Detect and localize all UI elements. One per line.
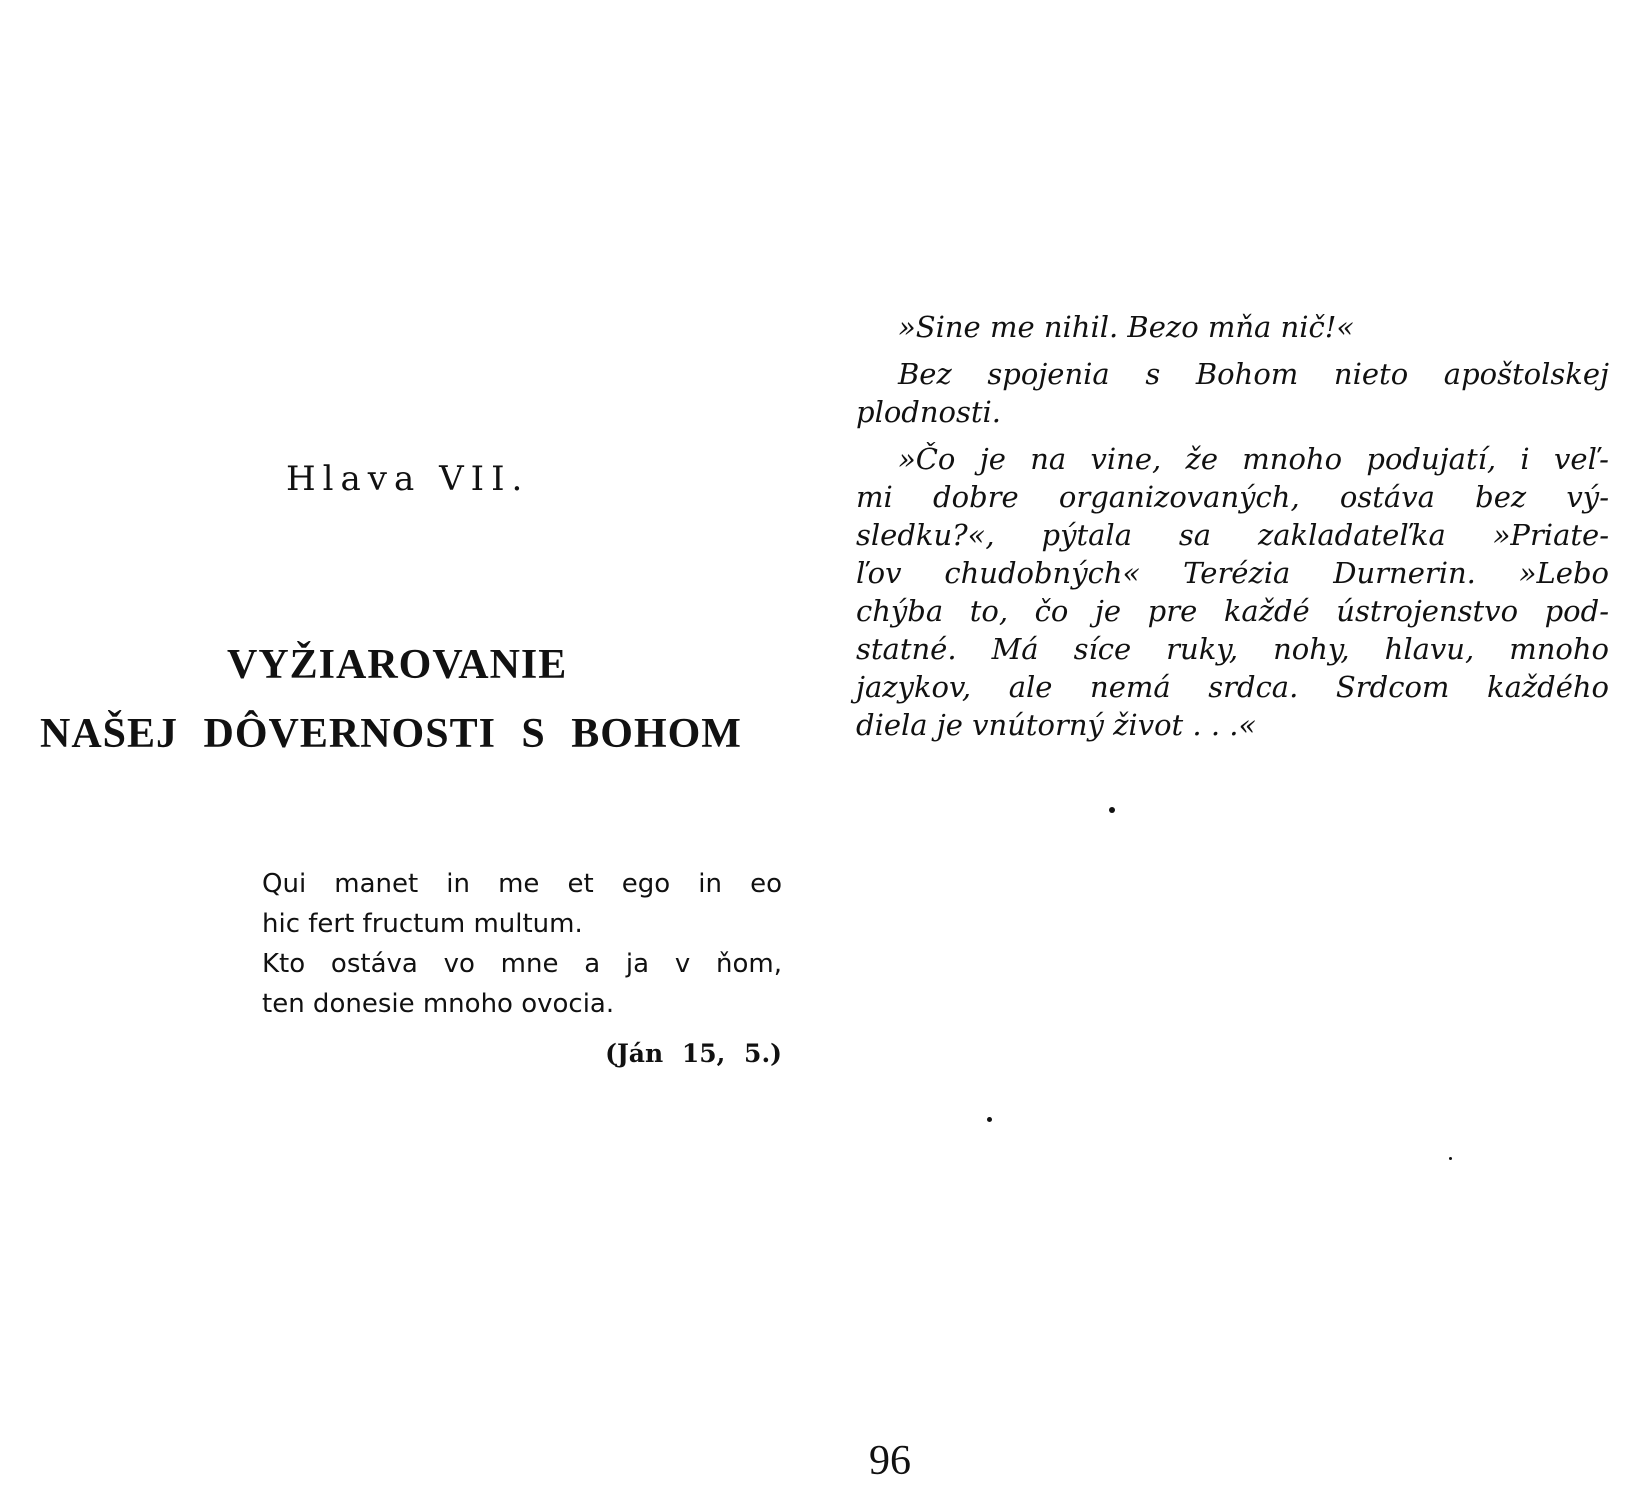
- paragraph-1: [856, 308, 1609, 346]
- epigraph-reference: (Ján 15, 5.): [605, 1039, 782, 1068]
- page-number: 96: [869, 1438, 911, 1484]
- epigraph-line: Kto ostáva vo mne a ja v ňom,: [262, 949, 782, 979]
- scan-speck: [987, 1117, 992, 1122]
- text-line: »Sine me nihil. Bezo mňa nič!«: [898, 310, 1355, 344]
- scan-speck: [1109, 807, 1115, 813]
- body-text: [856, 308, 1609, 753]
- text-line: statné. Má síce ruky, nohy, hlavu, mnoho: [856, 632, 1609, 666]
- chapter-title-line-2: NAŠEJ DÔVERNOSTI S BOHOM: [40, 711, 742, 757]
- epigraph: [262, 864, 782, 1074]
- paragraph-2: [856, 355, 1609, 431]
- text-line: chýba to, čo je pre každé ústrojenstvo pod-: [856, 594, 1609, 628]
- epigraph-line: Qui manet in me et ego in eo: [262, 869, 782, 899]
- chapter-title-line-1: VYŽIAROVANIE: [227, 642, 568, 688]
- text-line: jazykov, ale nemá srdca. Srdcom každého: [856, 670, 1609, 704]
- chapter-label: Hlava VII.: [286, 459, 530, 499]
- text-line: »Čo je na vine, že mnoho podujatí, i veľ-: [898, 442, 1609, 476]
- text-line: diela je vnútorný život . . .«: [856, 708, 1257, 742]
- text-line: sledku?«, pýtala sa zakladateľka »Priate-: [856, 518, 1609, 552]
- epigraph-line: hic fert fructum multum.: [262, 909, 583, 939]
- text-line: Bez spojenia s Bohom nieto apoštolskej: [898, 357, 1609, 391]
- text-line: plodnosti.: [856, 395, 1002, 429]
- scan-speck: [1449, 1157, 1452, 1160]
- text-line: ľov chudobných« Terézia Durnerin. »Lebo: [856, 556, 1609, 590]
- paragraph-3: [856, 440, 1609, 744]
- text-line: mi dobre organizovaných, ostáva bez vý-: [856, 480, 1609, 514]
- epigraph-line: ten donesie mnoho ovocia.: [262, 989, 615, 1019]
